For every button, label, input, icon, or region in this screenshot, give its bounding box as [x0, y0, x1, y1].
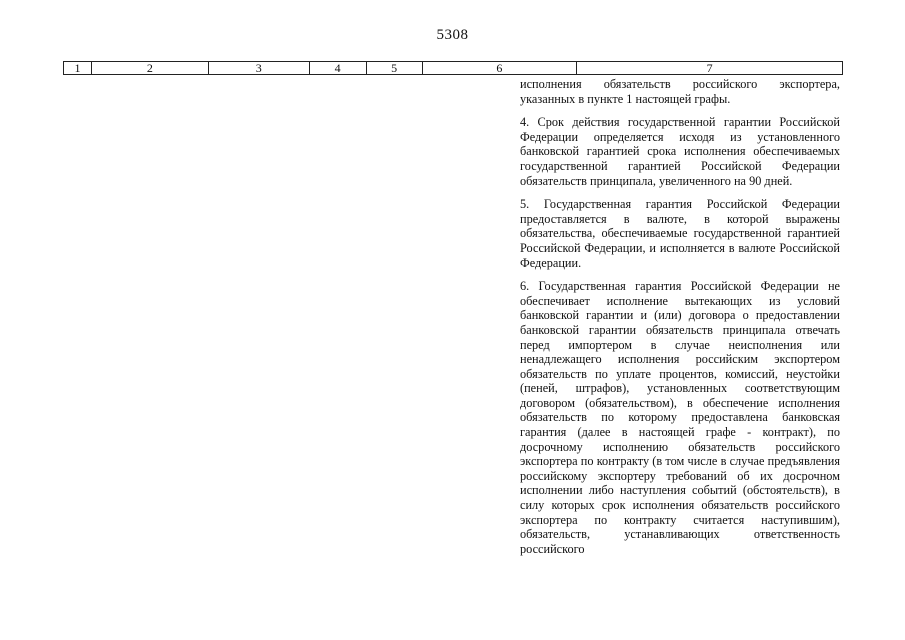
- column-header-6: 6: [423, 62, 578, 74]
- column-header-7: 7: [577, 62, 843, 74]
- column-7-content: [520, 77, 840, 565]
- page-number: 5308: [436, 27, 469, 43]
- paragraph-4: 4. Срок действия государственной гарантии Российской Федерации определяется исходя из установленного банковской гарантией срока исполнения обеспечиваемых государственной гарантией Российской Федерации обязательств принципала, увеличенного на 90 дней.: [520, 115, 840, 188]
- column-header-1: 1: [64, 62, 92, 74]
- column-header-2: 2: [92, 62, 209, 74]
- paragraph-5: 5. Государственная гарантия Российской Федерации предоставляется в валюте, в которой выражены обязательства, обеспечиваемые государственной гарантией Российской Федерации, и исполняется в валюте Российской Федерации.: [520, 197, 840, 270]
- column-header-3: 3: [209, 62, 310, 74]
- paragraph-continuation: исполнения обязательств российского экспортера, указанных в пункте 1 настоящей графы.: [520, 77, 840, 106]
- table-header-row: [63, 61, 843, 75]
- column-header-5: 5: [367, 62, 423, 74]
- paragraph-6: 6. Государственная гарантия Российской Федерации не обеспечивает исполнение вытекающих из условий банковской гарантии и (или) договора о предоставлении банковской гарантии обязательств принципала отвечать перед импортером в случае неисполнения или ненадлежащего исполнения российским экспортером обязательств по уплате процентов, комиссий, неустойки (пеней, штрафов), установленных соответствующим договором (обязательством), в обеспечение исполнения обязательств по которому предоставлена банковская гарантия (далее в настоящей графе - контракт), по досрочному исполнению обязательств российского экспортера по контракту (в том числе в случае предъявления российскому экспортеру требований об их досрочном исполнении либо наступления событий (обстоятельств), в силу которых срок исполнения обязательств российского экспортера по контракту считается наступившим), обязательств, устанавливающих ответственность российского: [520, 279, 840, 556]
- column-header-4: 4: [310, 62, 367, 74]
